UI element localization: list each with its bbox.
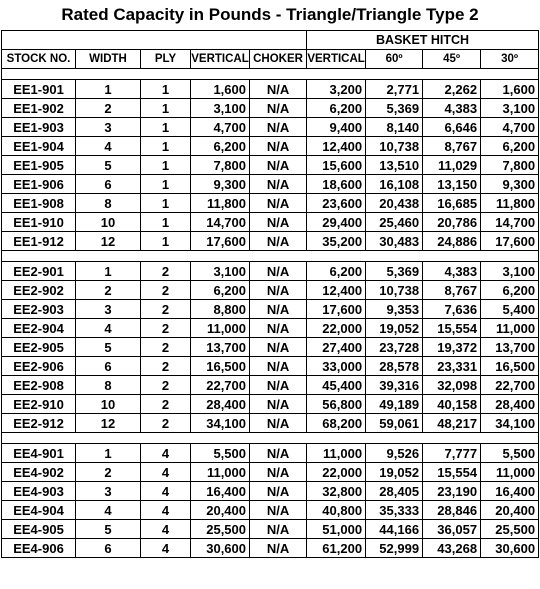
- choker-cell: N/A: [250, 213, 307, 232]
- width-cell: 5: [76, 520, 141, 539]
- basket-60-cell: 13,510: [366, 156, 423, 175]
- table-row: [2, 501, 539, 520]
- section-spacer-row: [2, 69, 539, 80]
- stock-no-cell: EE4-906: [2, 539, 76, 558]
- table-row: [2, 414, 539, 433]
- vertical-cell: 3,100: [191, 262, 250, 281]
- basket-45-cell: 23,190: [423, 482, 481, 501]
- ply-cell: 2: [141, 376, 191, 395]
- basket-vertical-cell: 68,200: [307, 414, 366, 433]
- ply-cell: 4: [141, 539, 191, 558]
- vertical-cell: 1,600: [191, 80, 250, 99]
- width-cell: 12: [76, 232, 141, 251]
- basket-30-cell: 5,500: [481, 444, 539, 463]
- basket-30-cell: 22,700: [481, 376, 539, 395]
- ply-cell: 2: [141, 281, 191, 300]
- basket-vertical-cell: 15,600: [307, 156, 366, 175]
- ply-cell: 1: [141, 213, 191, 232]
- basket-30-cell: 25,500: [481, 520, 539, 539]
- basket-vertical-cell: 17,600: [307, 300, 366, 319]
- basket-vertical-cell: 9,400: [307, 118, 366, 137]
- table-row: [2, 156, 539, 175]
- section-spacer-row: [2, 433, 539, 444]
- basket-45-cell: 23,331: [423, 357, 481, 376]
- table-row: [2, 319, 539, 338]
- vertical-cell: 16,400: [191, 482, 250, 501]
- column-header: VERTICAL: [307, 50, 366, 69]
- choker-cell: N/A: [250, 99, 307, 118]
- choker-cell: N/A: [250, 262, 307, 281]
- vertical-cell: 11,000: [191, 463, 250, 482]
- width-cell: 10: [76, 395, 141, 414]
- basket-30-cell: 30,600: [481, 539, 539, 558]
- choker-cell: N/A: [250, 395, 307, 414]
- column-header: STOCK NO.: [2, 50, 76, 69]
- stock-no-cell: EE2-902: [2, 281, 76, 300]
- basket-vertical-cell: 23,600: [307, 194, 366, 213]
- choker-cell: N/A: [250, 357, 307, 376]
- basket-45-cell: 15,554: [423, 319, 481, 338]
- ply-cell: 1: [141, 99, 191, 118]
- basket-30-cell: 11,000: [481, 463, 539, 482]
- ply-cell: 1: [141, 194, 191, 213]
- page-title: Rated Capacity in Pounds - Triangle/Triangle Type 2: [61, 5, 479, 24]
- basket-30-cell: 14,700: [481, 213, 539, 232]
- basket-30-cell: 6,200: [481, 137, 539, 156]
- basket-vertical-cell: 6,200: [307, 99, 366, 118]
- basket-vertical-cell: 18,600: [307, 175, 366, 194]
- vertical-cell: 6,200: [191, 137, 250, 156]
- vertical-cell: 3,100: [191, 99, 250, 118]
- width-cell: 6: [76, 175, 141, 194]
- ply-cell: 2: [141, 262, 191, 281]
- section-spacer-row: [2, 251, 539, 262]
- basket-45-cell: 8,767: [423, 137, 481, 156]
- vertical-cell: 11,000: [191, 319, 250, 338]
- basket-45-cell: 48,217: [423, 414, 481, 433]
- basket-45-cell: 7,636: [423, 300, 481, 319]
- vertical-cell: 7,800: [191, 156, 250, 175]
- vertical-cell: 22,700: [191, 376, 250, 395]
- basket-vertical-cell: 33,000: [307, 357, 366, 376]
- table-row: [2, 300, 539, 319]
- choker-cell: N/A: [250, 137, 307, 156]
- basket-45-cell: 16,685: [423, 194, 481, 213]
- basket-30-cell: 11,800: [481, 194, 539, 213]
- basket-30-cell: 17,600: [481, 232, 539, 251]
- capacity-table: [1, 30, 539, 558]
- stock-no-cell: EE1-901: [2, 80, 76, 99]
- basket-30-cell: 16,400: [481, 482, 539, 501]
- table-row: [2, 376, 539, 395]
- basket-60-cell: 19,052: [366, 319, 423, 338]
- group-header-blank: [2, 31, 307, 50]
- basket-60-cell: 5,369: [366, 99, 423, 118]
- basket-45-cell: 32,098: [423, 376, 481, 395]
- group-header-basket-hitch: BASKET HITCH: [307, 31, 539, 50]
- column-header: WIDTH: [76, 50, 141, 69]
- vertical-cell: 13,700: [191, 338, 250, 357]
- section-spacer-cell: [2, 433, 539, 444]
- basket-vertical-cell: 22,000: [307, 463, 366, 482]
- width-cell: 10: [76, 213, 141, 232]
- stock-no-cell: EE2-910: [2, 395, 76, 414]
- width-cell: 3: [76, 482, 141, 501]
- stock-no-cell: EE1-902: [2, 99, 76, 118]
- choker-cell: N/A: [250, 501, 307, 520]
- choker-cell: N/A: [250, 338, 307, 357]
- vertical-cell: 5,500: [191, 444, 250, 463]
- section-spacer-cell: [2, 251, 539, 262]
- stock-no-cell: EE2-905: [2, 338, 76, 357]
- basket-30-cell: 3,100: [481, 99, 539, 118]
- column-header: PLY: [141, 50, 191, 69]
- choker-cell: N/A: [250, 156, 307, 175]
- basket-60-cell: 9,353: [366, 300, 423, 319]
- basket-60-cell: 5,369: [366, 262, 423, 281]
- width-cell: 4: [76, 501, 141, 520]
- column-header: 45º: [423, 50, 481, 69]
- table-row: [2, 463, 539, 482]
- vertical-cell: 4,700: [191, 118, 250, 137]
- column-header: VERTICAL: [191, 50, 250, 69]
- width-cell: 3: [76, 118, 141, 137]
- basket-vertical-cell: 12,400: [307, 281, 366, 300]
- stock-no-cell: EE2-912: [2, 414, 76, 433]
- choker-cell: N/A: [250, 444, 307, 463]
- basket-vertical-cell: 27,400: [307, 338, 366, 357]
- width-cell: 4: [76, 137, 141, 156]
- ply-cell: 2: [141, 414, 191, 433]
- width-cell: 5: [76, 156, 141, 175]
- column-header: CHOKER: [250, 50, 307, 69]
- width-cell: 3: [76, 300, 141, 319]
- basket-45-cell: 36,057: [423, 520, 481, 539]
- basket-45-cell: 13,150: [423, 175, 481, 194]
- width-cell: 6: [76, 357, 141, 376]
- vertical-cell: 14,700: [191, 213, 250, 232]
- choker-cell: N/A: [250, 118, 307, 137]
- width-cell: 2: [76, 281, 141, 300]
- choker-cell: N/A: [250, 281, 307, 300]
- basket-30-cell: 34,100: [481, 414, 539, 433]
- basket-60-cell: 9,526: [366, 444, 423, 463]
- basket-60-cell: 30,483: [366, 232, 423, 251]
- basket-30-cell: 28,400: [481, 395, 539, 414]
- stock-no-cell: EE2-901: [2, 262, 76, 281]
- width-cell: 5: [76, 338, 141, 357]
- ply-cell: 2: [141, 357, 191, 376]
- basket-60-cell: 19,052: [366, 463, 423, 482]
- basket-60-cell: 23,728: [366, 338, 423, 357]
- column-header-row: [2, 50, 539, 69]
- basket-vertical-cell: 29,400: [307, 213, 366, 232]
- table-row: [2, 99, 539, 118]
- basket-30-cell: 20,400: [481, 501, 539, 520]
- basket-60-cell: 59,061: [366, 414, 423, 433]
- width-cell: 2: [76, 463, 141, 482]
- basket-30-cell: 1,600: [481, 80, 539, 99]
- basket-45-cell: 4,383: [423, 262, 481, 281]
- width-cell: 4: [76, 319, 141, 338]
- table-row: [2, 194, 539, 213]
- table-row: [2, 80, 539, 99]
- basket-vertical-cell: 51,000: [307, 520, 366, 539]
- basket-60-cell: 52,999: [366, 539, 423, 558]
- stock-no-cell: EE1-906: [2, 175, 76, 194]
- choker-cell: N/A: [250, 376, 307, 395]
- ply-cell: 2: [141, 319, 191, 338]
- basket-60-cell: 10,738: [366, 281, 423, 300]
- width-cell: 1: [76, 444, 141, 463]
- stock-no-cell: EE2-906: [2, 357, 76, 376]
- basket-60-cell: 16,108: [366, 175, 423, 194]
- basket-30-cell: 16,500: [481, 357, 539, 376]
- basket-vertical-cell: 40,800: [307, 501, 366, 520]
- basket-vertical-cell: 35,200: [307, 232, 366, 251]
- ply-cell: 2: [141, 395, 191, 414]
- basket-45-cell: 15,554: [423, 463, 481, 482]
- table-row: [2, 539, 539, 558]
- basket-vertical-cell: 3,200: [307, 80, 366, 99]
- basket-30-cell: 6,200: [481, 281, 539, 300]
- table-body: [2, 31, 539, 558]
- vertical-cell: 17,600: [191, 232, 250, 251]
- stock-no-cell: EE1-912: [2, 232, 76, 251]
- choker-cell: N/A: [250, 482, 307, 501]
- vertical-cell: 8,800: [191, 300, 250, 319]
- width-cell: 2: [76, 99, 141, 118]
- vertical-cell: 6,200: [191, 281, 250, 300]
- ply-cell: 4: [141, 463, 191, 482]
- table-row: [2, 520, 539, 539]
- group-header-row: [2, 31, 539, 50]
- basket-45-cell: 24,886: [423, 232, 481, 251]
- stock-no-cell: EE2-908: [2, 376, 76, 395]
- width-cell: 8: [76, 376, 141, 395]
- basket-60-cell: 44,166: [366, 520, 423, 539]
- stock-no-cell: EE1-908: [2, 194, 76, 213]
- basket-vertical-cell: 61,200: [307, 539, 366, 558]
- stock-no-cell: EE4-903: [2, 482, 76, 501]
- table-row: [2, 338, 539, 357]
- basket-60-cell: 35,333: [366, 501, 423, 520]
- table-row: [2, 262, 539, 281]
- basket-30-cell: 11,000: [481, 319, 539, 338]
- ply-cell: 4: [141, 501, 191, 520]
- width-cell: 6: [76, 539, 141, 558]
- basket-45-cell: 4,383: [423, 99, 481, 118]
- ply-cell: 4: [141, 444, 191, 463]
- stock-no-cell: EE1-910: [2, 213, 76, 232]
- vertical-cell: 25,500: [191, 520, 250, 539]
- ply-cell: 1: [141, 156, 191, 175]
- section-spacer-cell: [2, 69, 539, 80]
- basket-30-cell: 3,100: [481, 262, 539, 281]
- basket-60-cell: 8,140: [366, 118, 423, 137]
- width-cell: 1: [76, 262, 141, 281]
- ply-cell: 2: [141, 300, 191, 319]
- stock-no-cell: EE1-903: [2, 118, 76, 137]
- table-row: [2, 281, 539, 300]
- basket-45-cell: 8,767: [423, 281, 481, 300]
- ply-cell: 1: [141, 118, 191, 137]
- stock-no-cell: EE1-904: [2, 137, 76, 156]
- basket-45-cell: 7,777: [423, 444, 481, 463]
- choker-cell: N/A: [250, 539, 307, 558]
- ply-cell: 4: [141, 520, 191, 539]
- column-header: 60º: [366, 50, 423, 69]
- table-row: [2, 444, 539, 463]
- ply-cell: 1: [141, 232, 191, 251]
- basket-30-cell: 4,700: [481, 118, 539, 137]
- table-row: [2, 357, 539, 376]
- vertical-cell: 16,500: [191, 357, 250, 376]
- choker-cell: N/A: [250, 175, 307, 194]
- stock-no-cell: EE2-904: [2, 319, 76, 338]
- basket-vertical-cell: 12,400: [307, 137, 366, 156]
- basket-45-cell: 28,846: [423, 501, 481, 520]
- basket-45-cell: 11,029: [423, 156, 481, 175]
- basket-60-cell: 28,578: [366, 357, 423, 376]
- choker-cell: N/A: [250, 300, 307, 319]
- ply-cell: 1: [141, 137, 191, 156]
- table-row: [2, 482, 539, 501]
- basket-30-cell: 9,300: [481, 175, 539, 194]
- basket-vertical-cell: 11,000: [307, 444, 366, 463]
- ply-cell: 2: [141, 338, 191, 357]
- basket-30-cell: 5,400: [481, 300, 539, 319]
- basket-60-cell: 2,771: [366, 80, 423, 99]
- choker-cell: N/A: [250, 194, 307, 213]
- choker-cell: N/A: [250, 414, 307, 433]
- vertical-cell: 20,400: [191, 501, 250, 520]
- table-row: [2, 137, 539, 156]
- vertical-cell: 30,600: [191, 539, 250, 558]
- basket-vertical-cell: 56,800: [307, 395, 366, 414]
- table-row: [2, 232, 539, 251]
- width-cell: 1: [76, 80, 141, 99]
- choker-cell: N/A: [250, 319, 307, 338]
- ply-cell: 4: [141, 482, 191, 501]
- choker-cell: N/A: [250, 80, 307, 99]
- table-row: [2, 213, 539, 232]
- stock-no-cell: EE1-905: [2, 156, 76, 175]
- vertical-cell: 28,400: [191, 395, 250, 414]
- width-cell: 8: [76, 194, 141, 213]
- basket-45-cell: 2,262: [423, 80, 481, 99]
- basket-45-cell: 6,646: [423, 118, 481, 137]
- vertical-cell: 11,800: [191, 194, 250, 213]
- basket-60-cell: 39,316: [366, 376, 423, 395]
- basket-60-cell: 25,460: [366, 213, 423, 232]
- basket-vertical-cell: 6,200: [307, 262, 366, 281]
- basket-45-cell: 43,268: [423, 539, 481, 558]
- table-row: [2, 175, 539, 194]
- basket-30-cell: 13,700: [481, 338, 539, 357]
- basket-vertical-cell: 45,400: [307, 376, 366, 395]
- table-row: [2, 395, 539, 414]
- ply-cell: 1: [141, 80, 191, 99]
- basket-60-cell: 28,405: [366, 482, 423, 501]
- basket-vertical-cell: 22,000: [307, 319, 366, 338]
- width-cell: 12: [76, 414, 141, 433]
- basket-45-cell: 19,372: [423, 338, 481, 357]
- basket-45-cell: 40,158: [423, 395, 481, 414]
- basket-60-cell: 10,738: [366, 137, 423, 156]
- vertical-cell: 34,100: [191, 414, 250, 433]
- stock-no-cell: EE4-904: [2, 501, 76, 520]
- stock-no-cell: EE4-902: [2, 463, 76, 482]
- basket-45-cell: 20,786: [423, 213, 481, 232]
- basket-vertical-cell: 32,800: [307, 482, 366, 501]
- basket-60-cell: 20,438: [366, 194, 423, 213]
- stock-no-cell: EE4-905: [2, 520, 76, 539]
- ply-cell: 1: [141, 175, 191, 194]
- choker-cell: N/A: [250, 520, 307, 539]
- vertical-cell: 9,300: [191, 175, 250, 194]
- basket-30-cell: 7,800: [481, 156, 539, 175]
- choker-cell: N/A: [250, 232, 307, 251]
- stock-no-cell: EE2-903: [2, 300, 76, 319]
- table-row: [2, 118, 539, 137]
- choker-cell: N/A: [250, 463, 307, 482]
- stock-no-cell: EE4-901: [2, 444, 76, 463]
- column-header: 30º: [481, 50, 539, 69]
- basket-60-cell: 49,189: [366, 395, 423, 414]
